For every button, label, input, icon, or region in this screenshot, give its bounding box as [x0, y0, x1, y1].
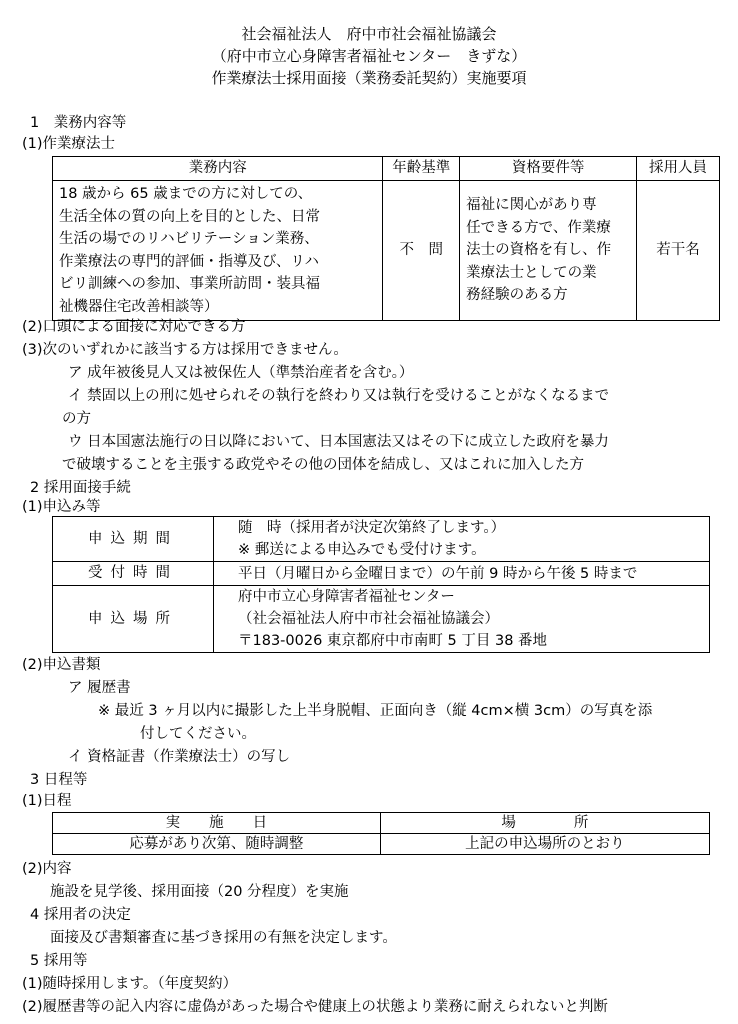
job-description-line: 作業療法の専門的評価・指導及び、リハ — [59, 253, 319, 270]
job-description-line: ビリ訓練への参加、事業所訪問・装具福 — [59, 276, 320, 292]
application-period-line: 随 時（採用者が決定次第終了します。） — [238, 520, 506, 536]
section-4-content: 面接及び書類審査に基づき採用の有無を決定します。 — [50, 930, 397, 946]
job-table-header: 採用人員 — [637, 157, 720, 181]
application-place-address: 〒183-0026 東京都府中市南町 5 丁目 38 番地 — [238, 633, 548, 649]
section-3-sub2: (2)内容 — [22, 861, 72, 877]
section-1-heading: 1 業務内容等 — [30, 115, 127, 131]
section-5-sub1: (1)随時採用します。（年度契約） — [22, 976, 238, 992]
disqualify-u-line2: で破壊することを主張する政党やその他の団体を結成し、又はこれに加入した方 — [62, 457, 584, 473]
section-1-sub1: (1)作業療法士 — [22, 136, 116, 152]
section-4-heading: 4 採用者の決定 — [30, 907, 131, 923]
application-place-line: （社会福祉法人府中市社会福祉協議会） — [238, 611, 499, 627]
age-criteria-cell: 不 問 — [383, 181, 460, 321]
header-title: 作業療法士採用面接（業務委託契約）実施要項 — [211, 69, 527, 87]
reception-hours-value: 平日（月曜日から金曜日まで）の午前 9 時から午後 5 時まで — [214, 562, 710, 586]
reception-hours-label: 受付時間 — [53, 562, 214, 586]
job-description-cell — [53, 181, 383, 321]
section-1-sub3: (3)次のいずれかに該当する方は採用できません。 — [22, 342, 348, 358]
job-description-line: 生活の場でのリハビリテーション業務、 — [59, 231, 319, 247]
job-table-header: 年齢基準 — [383, 157, 460, 181]
qualification-line: 業療法士としての業 — [466, 264, 597, 281]
qualification-line: 法士の資格を有し、作 — [466, 242, 612, 259]
section-5-heading: 5 採用等 — [30, 953, 88, 969]
section-3-sub1: (1)日程 — [22, 793, 72, 809]
disqualify-i-line2: の方 — [62, 411, 91, 427]
application-period-note: ※ 郵送による申込みでも受付けます。 — [238, 542, 486, 558]
schedule-table — [52, 812, 710, 855]
qualification-line: 任できる方で、作業療 — [466, 219, 611, 236]
hiring-count-cell: 若干名 — [637, 181, 720, 321]
job-table-header: 業務内容 — [53, 157, 383, 181]
schedule-place-value: 上記の申込場所のとおり — [380, 834, 709, 855]
application-table — [52, 516, 710, 653]
application-place-value — [214, 586, 710, 653]
application-place-label: 申込場所 — [53, 586, 214, 653]
disqualify-i-line1: イ 禁固以上の刑に処せられその執行を終わり又は執行を受けることがなくなるまで — [68, 388, 610, 404]
job-description-line: 生活全体の質の向上を目的とした、日常 — [59, 208, 320, 225]
application-place-line: 府中市立心身障害者福祉センター — [238, 589, 455, 605]
job-description-line: 18 歳から 65 歳までの方に対しての、 — [59, 186, 313, 202]
disqualify-a: ア 成年被後見人又は被保佐人（準禁治産者を含む。） — [68, 365, 414, 381]
job-table-header: 資格要件等 — [460, 157, 637, 181]
schedule-header-date: 実 施 日 — [53, 813, 381, 834]
section-2-heading: 2 採用面接手続 — [30, 480, 131, 496]
application-period-value — [214, 517, 710, 562]
section-2-sub1: (1)申込み等 — [22, 499, 101, 515]
documents-note-line1: ※ 最近 3 ヶ月以内に撮影した上半身脱帽、正面向き（縦 4cm×横 3cm）の写真を添 — [98, 703, 653, 719]
schedule-header-place: 場 所 — [380, 813, 709, 834]
schedule-date-value: 応募があり次第、随時調整 — [53, 834, 381, 855]
header-center: （府中市立心身障害者福祉センター きずな） — [211, 47, 527, 65]
qualification-cell — [460, 181, 637, 321]
section-5-sub2: (2)履歴書等の記入内容に虚偽があった場合や健康上の状態より業務に耐えられないと判断 — [22, 999, 608, 1015]
header-org: 社会福祉法人 府中市社会福祉協議会 — [241, 25, 497, 43]
documents-a: ア 履歴書 — [68, 680, 131, 696]
documents-i: イ 資格証書（作業療法士）の写し — [68, 749, 291, 765]
document-header — [0, 23, 738, 89]
documents-note-line2: 付してください。 — [140, 726, 256, 742]
section-2-sub2: (2)申込書類 — [22, 657, 101, 673]
qualification-line: 務経験のある方 — [466, 287, 568, 304]
section-3-content: 施設を見学後、採用面接（20 分程度）を実施 — [50, 884, 349, 900]
qualification-line: 福祉に関心があり専 — [466, 197, 597, 214]
application-period-label: 申込期間 — [53, 517, 214, 562]
job-table — [52, 156, 720, 321]
section-3-heading: 3 日程等 — [30, 772, 88, 788]
disqualify-u-line1: ウ 日本国憲法施行の日以降において、日本国憲法又はその下に成立した政府を暴力 — [68, 434, 609, 450]
section-1-sub2: (2)口頭による面接に対応できる方 — [22, 319, 246, 335]
job-description-line: 祉機器住宅改善相談等） — [59, 298, 219, 315]
